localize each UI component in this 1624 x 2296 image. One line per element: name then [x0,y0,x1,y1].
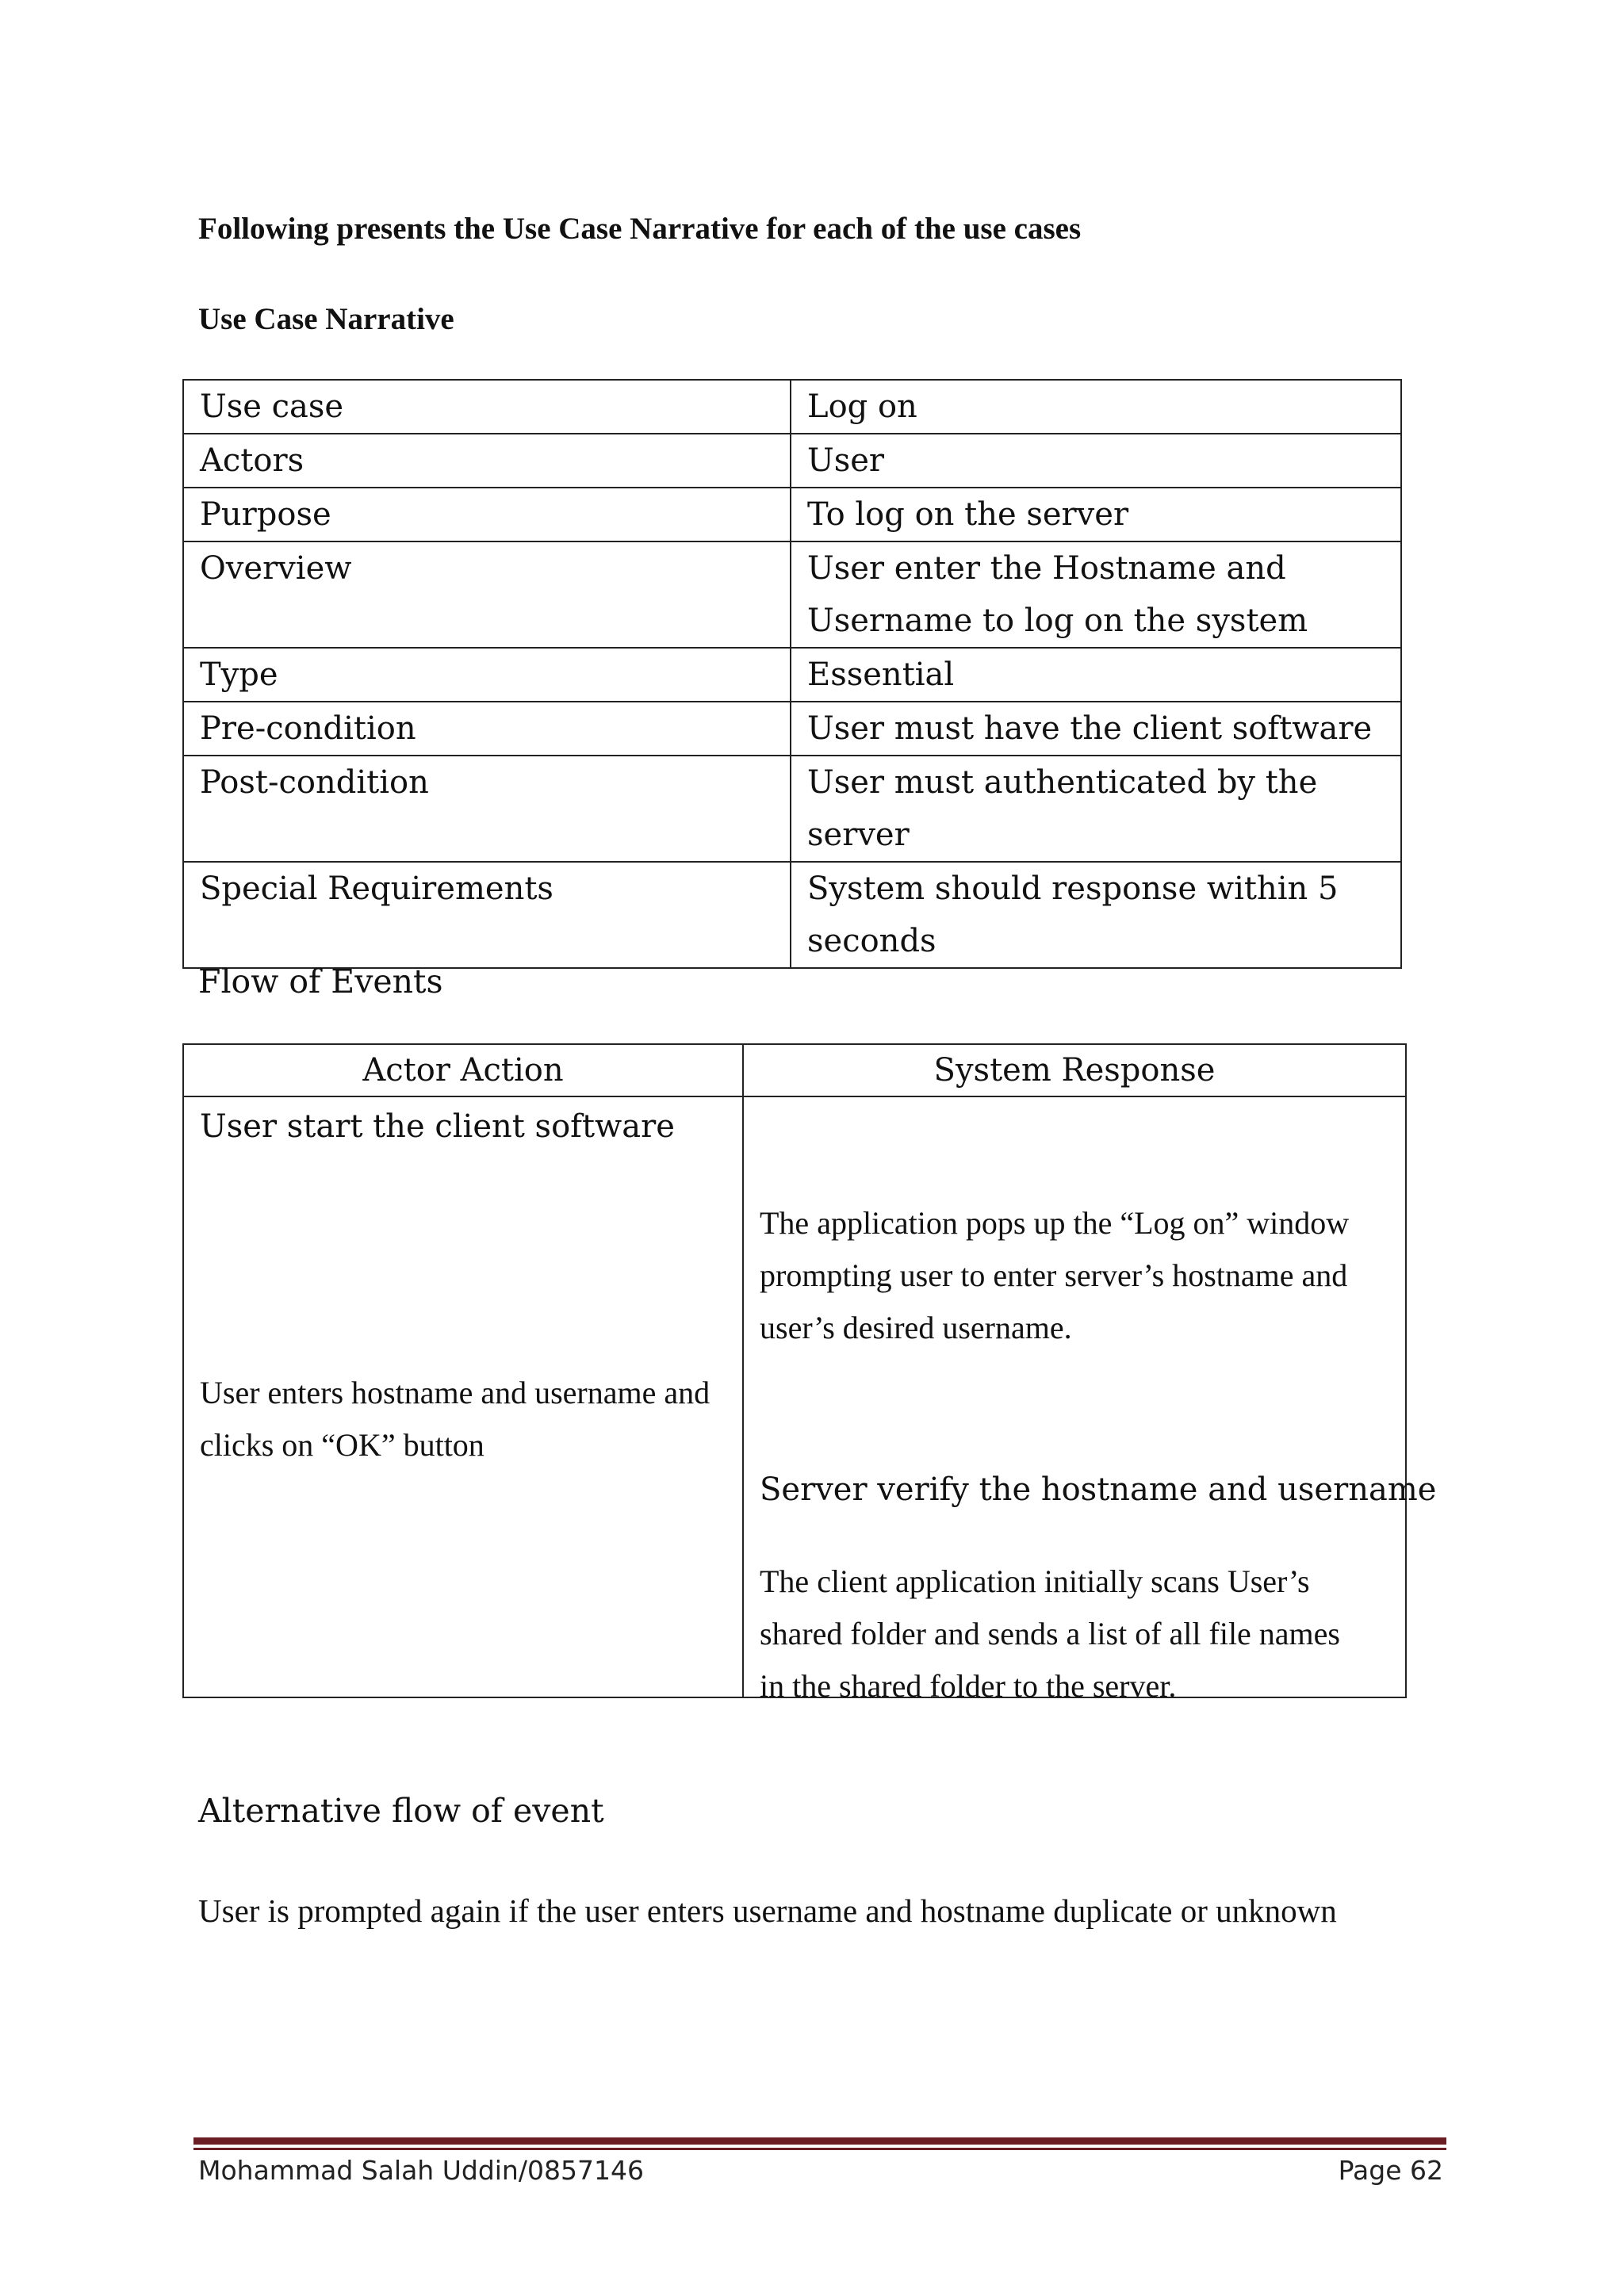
row-label: Post-condition [183,756,791,862]
row-value: User enter the Hostname and Username to log on the system [791,541,1401,648]
column-header-actor-action: Actor Action [183,1044,743,1096]
table-row [183,648,1401,702]
row-label: Special Requirements [183,862,791,968]
system-step: Server verify the hostname and username [760,1471,1437,1508]
system-response-cell [743,1096,1437,1704]
actor-action-cell [183,1096,743,1697]
system-step: shared folder and sends a list of all file names [760,1616,1340,1651]
footer-rule [193,2137,1446,2145]
actor-step: User enters hostname and username and [200,1375,710,1410]
footer-page-number: Page 62 [1338,2155,1443,2186]
system-step: The client application initially scans User’s [760,1563,1310,1599]
table-row [183,702,1401,756]
actor-step: User start the client software [200,1108,675,1145]
row-value: Log on [791,380,1401,434]
table-row [183,1096,1406,1697]
system-step: prompting user to enter server’s hostname and [760,1257,1348,1293]
row-value: Essential [791,648,1401,702]
column-header-system-response: System Response [743,1044,1406,1096]
system-step: user’s desired username. [760,1310,1072,1345]
row-label: Actors [183,434,791,488]
system-step: in the shared folder to the server. [760,1668,1177,1704]
use-case-narrative-table [182,379,1402,969]
table-row [183,380,1401,434]
table-row [183,434,1401,488]
row-label: Pre-condition [183,702,791,756]
flow-of-events-table [182,1043,1437,1704]
table-row [183,541,1401,648]
row-value: User must have the client software [791,702,1401,756]
actor-step: clicks on “OK” button [200,1427,485,1463]
row-value: User must authenticated by the server [791,756,1401,862]
intro-heading: Following presents the Use Case Narrative for each of the use cases [198,212,1082,246]
row-value: User [791,434,1401,488]
row-value: To log on the server [791,488,1401,541]
table-header-row [183,1044,1406,1096]
system-step: The application pops up the “Log on” window [760,1205,1350,1241]
footer-author: Mohammad Salah Uddin/0857146 [198,2155,644,2186]
table-row [183,488,1401,541]
alternative-flow-text: User is prompted again if the user enters username and hostname duplicate or unknown [198,1892,1337,1929]
row-label: Overview [183,541,791,648]
alternative-flow-title: Alternative flow of event [198,1792,604,1830]
row-label: Use case [183,380,791,434]
row-value: System should response within 5 seconds [791,862,1401,968]
table-row [183,862,1401,968]
table-row [183,756,1401,862]
row-label: Purpose [183,488,791,541]
row-label: Type [183,648,791,702]
footer-rule-thin [193,2148,1446,2150]
narrative-heading: Use Case Narrative [198,302,454,336]
flow-of-events-title: Flow of Events [198,962,443,1001]
